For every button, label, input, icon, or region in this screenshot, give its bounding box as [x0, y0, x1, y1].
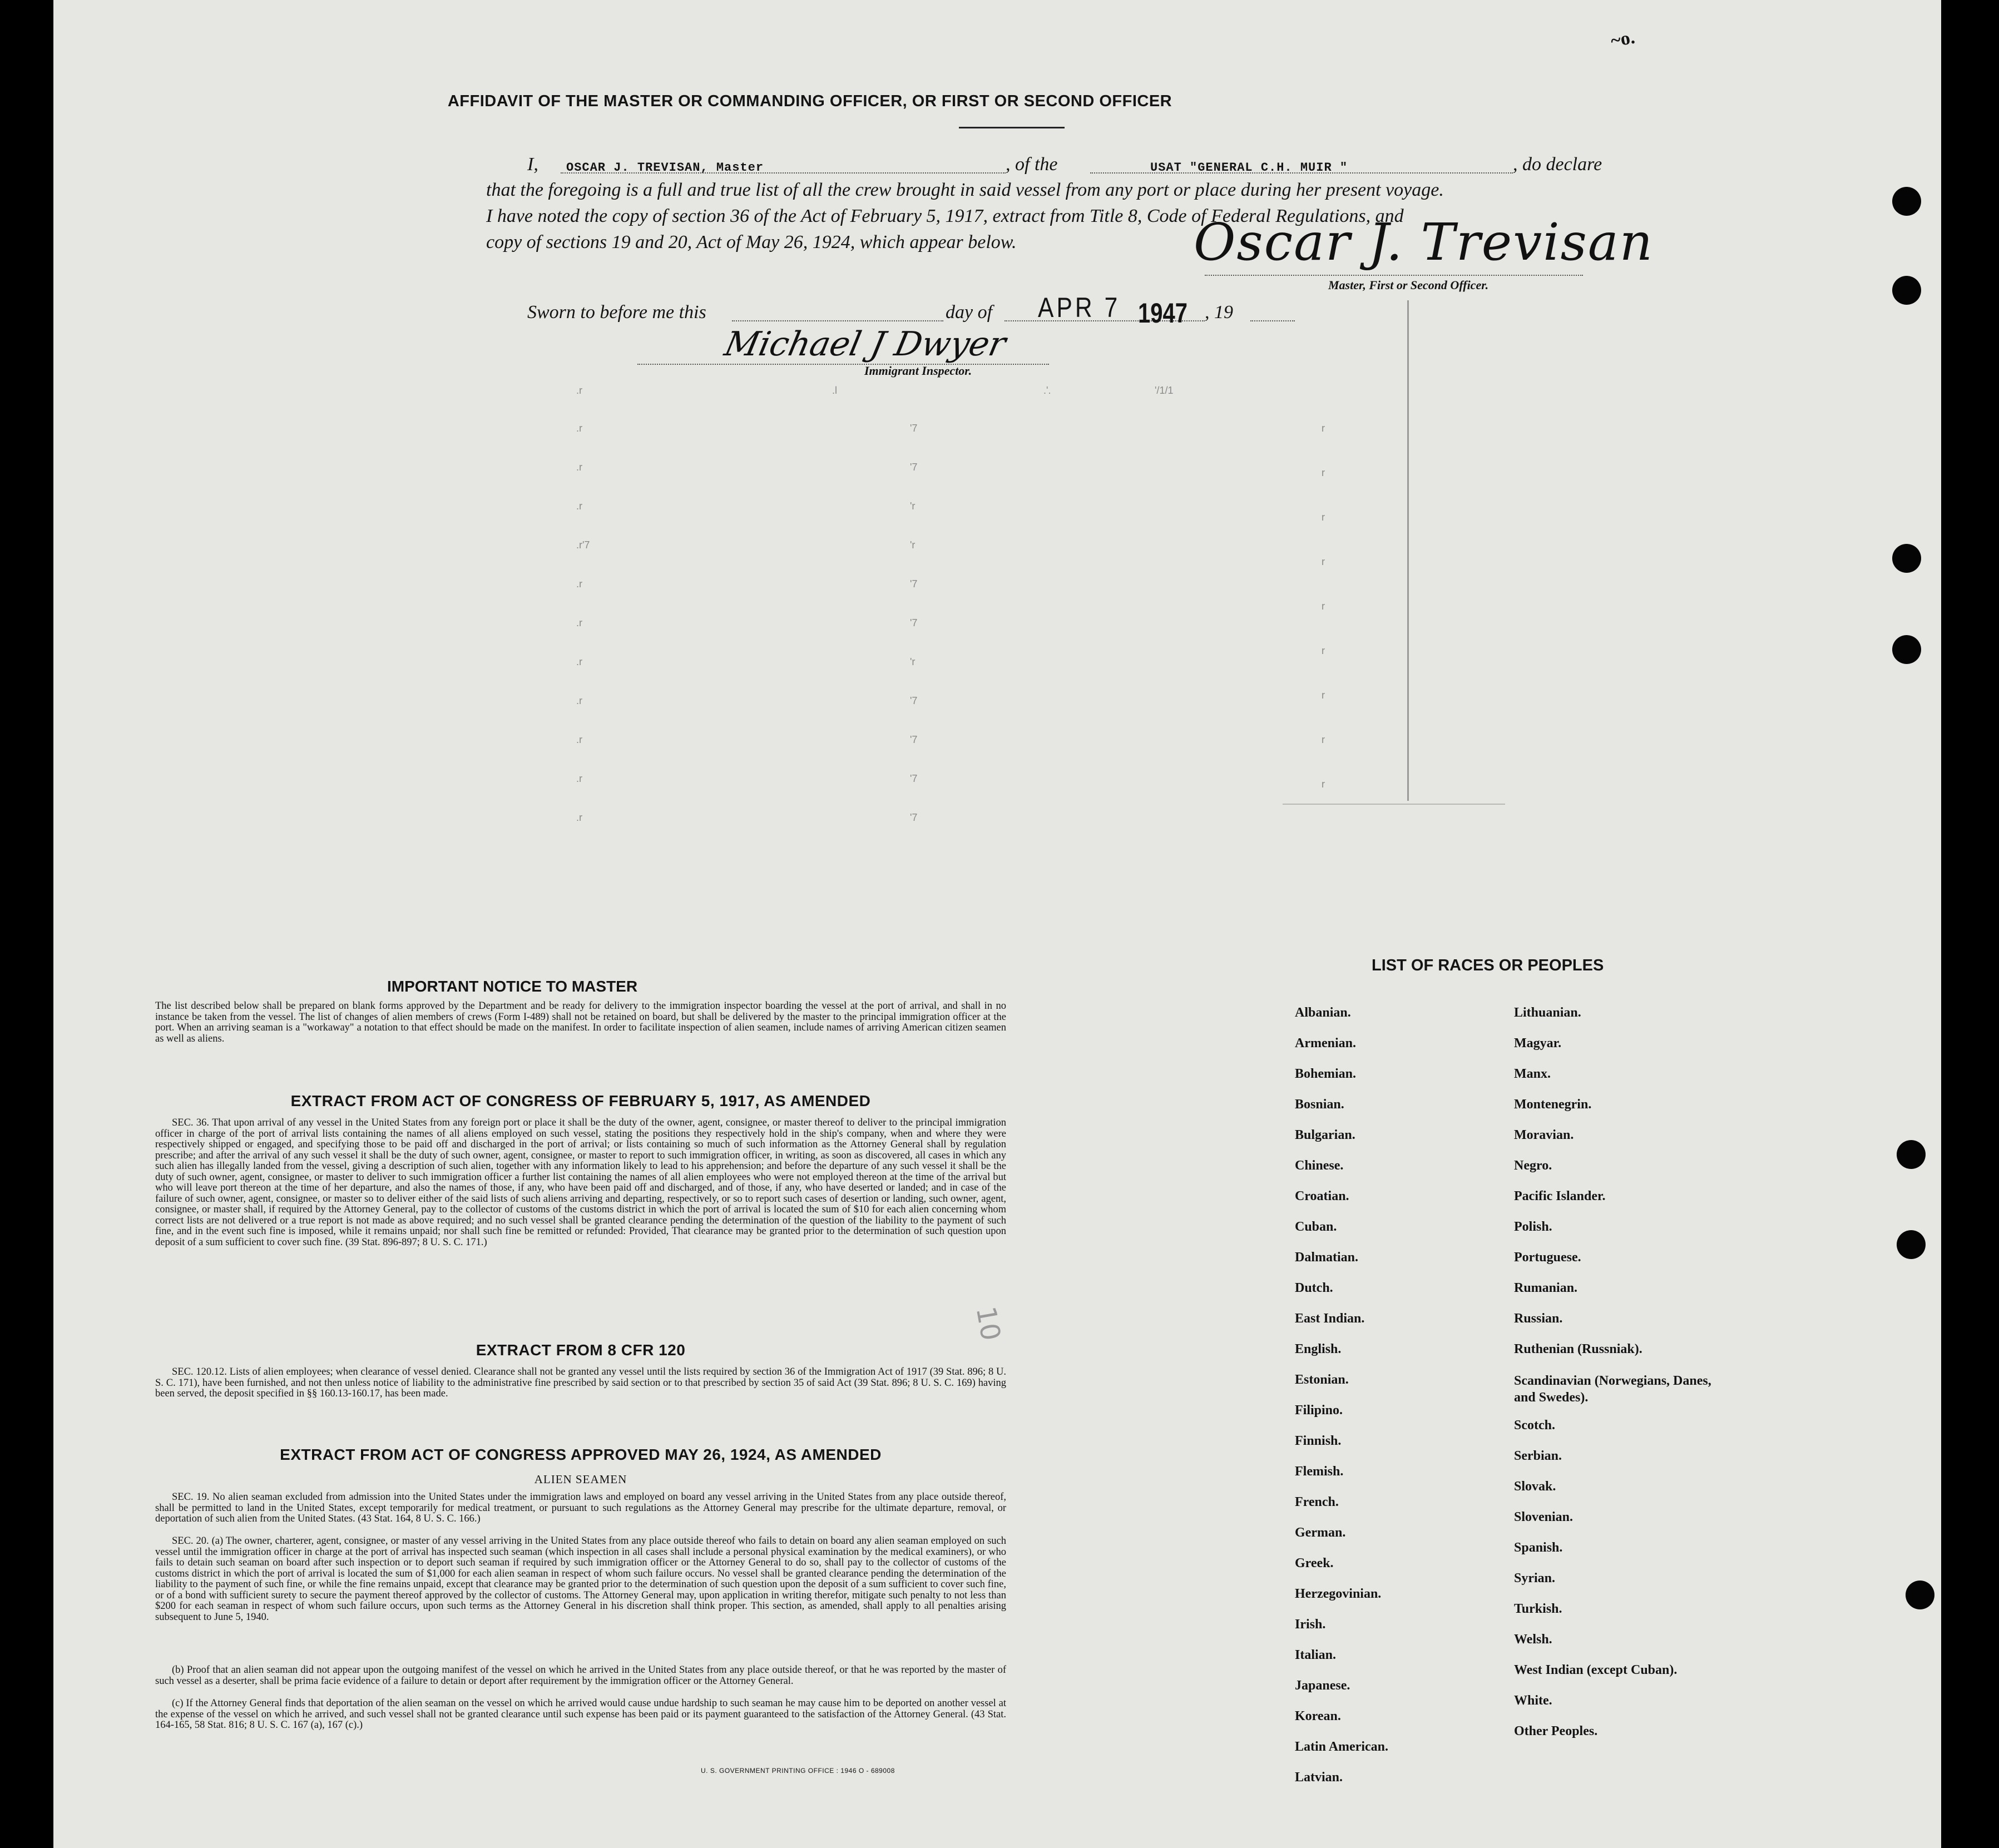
extract-1917-title: EXTRACT FROM ACT OF CONGRESS OF FEBRUARY 5, 1917, AS AMENDED: [290, 1092, 871, 1109]
document-page: [53, 0, 1941, 1848]
master-caption: Master, First or Second Officer.: [1328, 278, 1489, 292]
bleed-line: [1283, 804, 1505, 805]
corner-mark: ~o.: [1609, 27, 1636, 52]
race-item: Russian.: [1514, 1311, 1563, 1326]
punch-hole: [1892, 276, 1921, 305]
race-item: Syrian.: [1514, 1571, 1556, 1586]
race-item: German.: [1295, 1525, 1346, 1540]
inspector-signature: Michael J Dwyer: [721, 325, 1010, 364]
extract-1924-sec20b: (b) Proof that an alien seaman did not appear upon the outgoing manifest of the vessel on which he arrived in the United States from any place outside thereof, or that he was reported by the master of such vessel as a deserter, shall be prima facie evidence of a failure to detain or deport after requirement by the immigration officer or the Attorney General.: [155, 1664, 1006, 1687]
fold-line: [1407, 300, 1409, 801]
extract-1924-subtitle: ALIEN SEAMEN: [534, 1473, 627, 1486]
race-item: French.: [1295, 1495, 1339, 1509]
race-item: Bulgarian.: [1295, 1128, 1355, 1142]
race-item: Slovenian.: [1514, 1510, 1574, 1524]
race-item: Rumanian.: [1514, 1281, 1578, 1295]
extract-1924-sec19: SEC. 19. No alien seaman excluded from admission into the United States under the immigration laws and employed on board any vessel arriving in the United States from any place outside thereof, shall be permitted to land in the United States, except temporarily for medical treatment, or pursuant to such regulations as the Attorney General may prescribe for the ultimate departure, removal, or deportation of such alien from the United States. (43 Stat. 164, 8 U. S. C. 166.): [155, 1492, 1006, 1524]
punch-hole: [1897, 1140, 1926, 1169]
punch-hole: [1892, 544, 1921, 573]
inspector-caption: Immigrant Inspector.: [864, 364, 972, 378]
printer-imprint: U. S. GOVERNMENT PRINTING OFFICE : 1946 O - 689008: [701, 1767, 895, 1775]
affidavit-line-4: copy of sections 19 and 20, Act of May 26, 1924, which appear below.: [486, 232, 1017, 252]
year-stamp: 1947: [1138, 298, 1187, 329]
master-signature: Oscar J. Trevisan: [1194, 212, 1654, 272]
race-item: Scandinavian (Norwegians, Danes, and Swedes).: [1514, 1374, 1711, 1405]
extract-1924-sec20a: SEC. 20. (a) The owner, charterer, agent, consignee, or master of any vessel arriving in the United States from any place outside thereof who fails to detain on board any alien seaman employed on such vessel until the immigration officer in charge at the port of arrival has inspected such seaman (which inspection in all cases shall include a personal physical examination by the medical examiners), or who fails to detain such seaman on board after such inspection or to deport such seaman if required by such immigration officer or the Attorney General to do so, shall pay to the collector of customs of the customs district in which the port of arrival is located the sum of $1,000 for each alien seaman in respect of whom such failure occurs. No vessel shall be granted clearance pending the determination of the liability to the payment of such fine, or while the fine remains unpaid, except that clearance may be granted prior to the determination of such question upon the deposit of a sum sufficient to cover such fine, or of a bond with sufficient surety to secure the payment thereof approved by the collector of customs. The Attorney General may, upon application in writing therefor, mitigate such penalty to not less than $200 for each seaman in respect of whom such failure occurs, upon such terms as the Attorney General in his discretion shall think proper. This section, as amended, shall apply to all penalties arising subsequent to June 5, 1940.: [155, 1535, 1006, 1623]
vessel-name-value: USAT "GENERAL C.H. MUIR ": [1150, 161, 1348, 175]
race-item: Estonian.: [1295, 1373, 1349, 1387]
race-item: Negro.: [1514, 1158, 1552, 1173]
punch-hole: [1892, 635, 1921, 664]
race-item: Flemish.: [1295, 1464, 1344, 1479]
race-item: Greek.: [1295, 1556, 1334, 1570]
race-item: West Indian (except Cuban).: [1514, 1663, 1678, 1677]
extract-1924-title: EXTRACT FROM ACT OF CONGRESS APPROVED MAY 26, 1924, AS AMENDED: [280, 1446, 882, 1463]
race-item: Ruthenian (Russniak).: [1514, 1342, 1642, 1356]
race-item: Pacific Islander.: [1514, 1189, 1606, 1203]
race-item: Turkish.: [1514, 1602, 1562, 1616]
races-title: LIST OF RACES OR PEOPLES: [1372, 957, 1604, 974]
race-item: Armenian.: [1295, 1036, 1356, 1051]
race-item: Moravian.: [1514, 1128, 1574, 1142]
extract-cfr-text: SEC. 120.12. Lists of alien employees; when clearance of vessel denied. Clearance shall not be granted any vessel until the lists required by section 36 of the Immigration Act of 1917 (39 Stat. 896; 8 U. S. C. 171), have been furnished, and not then unless notice of liability to the administrative fine prescribed by said section or to that prescribed by section 35 of said Act (39 Stat. 896; 8 U. S. C. 169) having been served, the deposit specified in §§ 160.13-160.17, has been made.: [155, 1366, 1006, 1399]
master-name-value: OSCAR J. TREVISAN, Master: [566, 161, 764, 175]
race-item: East Indian.: [1295, 1311, 1365, 1326]
punch-hole: [1897, 1230, 1926, 1259]
extract-1917-text: SEC. 36. That upon arrival of any vessel in the United States from any foreign port or place it shall be the duty of the owner, agent, consignee, or master thereof to deliver to the principal immigration officer in charge of the port of arrival lists containing the names of all aliens employed on such vessel, stating the positions they respectively hold in the ship's company, when and where they were respectively shipped or engaged, and specifying those to be paid off and discharged in the port of arrival; or lists containing so much of such information as the Attorney General shall by regulation prescribe; and after the arrival of any such vessel it shall be the duty of such owner, agent, consignee, or master to report to such immigration officer, in writing, as soon as discovered, all cases in which any such alien has illegally landed from the vessel, giving a description of such alien, together with any information likely to lead to his apprehension; and before the departure of any such vessel it shall be the duty of such owner, agent, consignee, or master to deliver to such immigration officer a further list containing the names of all alien employees who were not employed thereon at the time of the arrival but who will leave port thereon at the time of her departure, and also the names of those, if any, who have been paid off and discharged, and of those, if any, who have deserted or landed; and in case of the failure of such owner, agent, consignee, or master so to deliver either of the said lists of such aliens arriving and departing, respectively, or so to report such cases of desertion or landing, such owner, agent, consignee, or master shall, if required by the Attorney General, pay to the collector of customs of the customs district in which the port of arrival is located the sum of $10 for each alien concerning whom correct lists are not delivered or a true report is not made as above required; and no such vessel shall be granted clearance pending the determination of the question of the liability to the payment of such fine, and in the event such fine is imposed, while it remains unpaid; nor shall such fine be remitted or refunded: Provided, That clearance may be granted prior to the determination of such question upon deposit of a sum sufficient to cover such fine. (39 Stat. 896-897; 8 U. S. C. 171.): [155, 1117, 1006, 1248]
notice-title: IMPORTANT NOTICE TO MASTER: [387, 978, 638, 995]
inspector-signature-line: [637, 364, 1049, 365]
race-item: Magyar.: [1514, 1036, 1562, 1051]
of-the-label: , of the: [1006, 154, 1058, 175]
notice-text: The list described below shall be prepared on blank forms approved by the Department and be ready for delivery to the immigration inspector boarding the vessel at the port of arrival, and shall in no instance be taken from the vessel. The list of changes of alien members of crews (Form I-489) shall not be retained on board, but shall be delivered by the master to the principal immigration officer at the port. When an arriving seaman is a "workaway" a notation to that effect should be made on the manifest. In order to facilitate inspection of alien seamen, include names of arriving American citizen seamen as well as aliens.: [155, 1000, 1006, 1044]
race-item: Latvian.: [1295, 1770, 1343, 1785]
race-item: Portuguese.: [1514, 1250, 1581, 1265]
extract-1924-sec20c: (c) If the Attorney General finds that deportation of the alien seaman on the vessel on which he arrived would cause undue hardship to such seaman he may cause him to be deported on another vessel at the expense of the vessel on which he arrived, and such vessel shall not be granted clearance until such expense has been paid or its payment guaranteed to the satisfaction of the Attorney General. (43 Stat. 164-165, 58 Stat. 816; 8 U. S. C. 167 (a), 167 (c).): [155, 1698, 1006, 1731]
sworn-label: Sworn to before me this: [527, 302, 706, 323]
race-item: Scotch.: [1514, 1418, 1555, 1433]
sworn-year-field: [1250, 299, 1295, 321]
races-right-column: [1514, 1005, 1848, 1795]
race-item: Cuban.: [1295, 1220, 1337, 1234]
race-item: Bohemian.: [1295, 1067, 1357, 1081]
race-item: Spanish.: [1514, 1540, 1563, 1555]
race-item: Slovak.: [1514, 1479, 1556, 1494]
race-item: Polish.: [1514, 1220, 1552, 1234]
race-item: White.: [1514, 1693, 1552, 1708]
pencil-number: 10: [969, 1304, 1007, 1343]
race-item: Welsh.: [1514, 1632, 1552, 1647]
race-item: Other Peoples.: [1514, 1724, 1598, 1738]
race-item: Lithuanian.: [1514, 1005, 1581, 1020]
i-label: I,: [527, 154, 538, 175]
affidavit-title: AFFIDAVIT OF THE MASTER OR COMMANDING OFFICER, OR FIRST OR SECOND OFFICER: [447, 92, 1172, 110]
punch-hole: [1906, 1581, 1934, 1609]
affidavit-line-2: that the foregoing is a full and true list of all the crew brought in said vessel from any port or place during her present voyage.: [486, 180, 1444, 200]
title-underline: [959, 127, 1065, 128]
sworn-day-field: [732, 299, 943, 321]
race-item: Croatian.: [1295, 1189, 1349, 1203]
race-item: Latin American.: [1295, 1740, 1388, 1754]
do-declare-label: , do declare: [1513, 154, 1602, 175]
race-item: Finnish.: [1295, 1434, 1342, 1448]
race-item: Albanian.: [1295, 1005, 1351, 1020]
race-item: Korean.: [1295, 1709, 1341, 1723]
extract-cfr-title: EXTRACT FROM 8 CFR 120: [476, 1341, 686, 1359]
race-item: Italian.: [1295, 1648, 1337, 1662]
race-item: Herzegovinian.: [1295, 1587, 1382, 1601]
race-item: Japanese.: [1295, 1678, 1350, 1693]
affidavit-line-3: I have noted the copy of section 36 of the Act of February 5, 1917, extract from Title 8, Code of Federal Regulations, and: [486, 206, 1404, 226]
nineteen-label: , 19: [1205, 302, 1233, 323]
race-item: English.: [1295, 1342, 1342, 1356]
race-item: Bosnian.: [1295, 1097, 1344, 1112]
show-through-area: .r .l .'. '/1/1 .r '7 .r '7 .r 'r .r'7 'r .r '7 .r '7 .r 'r .r '7 .r '7 .r '7 .r '7 r r r r r r r r r: [576, 385, 1325, 823]
day-of-label: day of: [946, 302, 993, 323]
race-item: Montenegrin.: [1514, 1097, 1592, 1112]
affidavit-line-1: [527, 151, 1612, 177]
races-left-column: [1295, 1005, 1506, 1795]
race-item: Dutch.: [1295, 1281, 1333, 1295]
punch-hole: [1892, 187, 1921, 216]
race-item: Chinese.: [1295, 1158, 1344, 1173]
date-stamp: APR 7: [1038, 292, 1121, 323]
race-item: Filipino.: [1295, 1403, 1343, 1418]
race-item: Irish.: [1295, 1617, 1326, 1632]
race-item: Dalmatian.: [1295, 1250, 1358, 1265]
race-item: Manx.: [1514, 1067, 1551, 1081]
master-signature-line: [1205, 275, 1583, 276]
race-item: Serbian.: [1514, 1449, 1562, 1463]
